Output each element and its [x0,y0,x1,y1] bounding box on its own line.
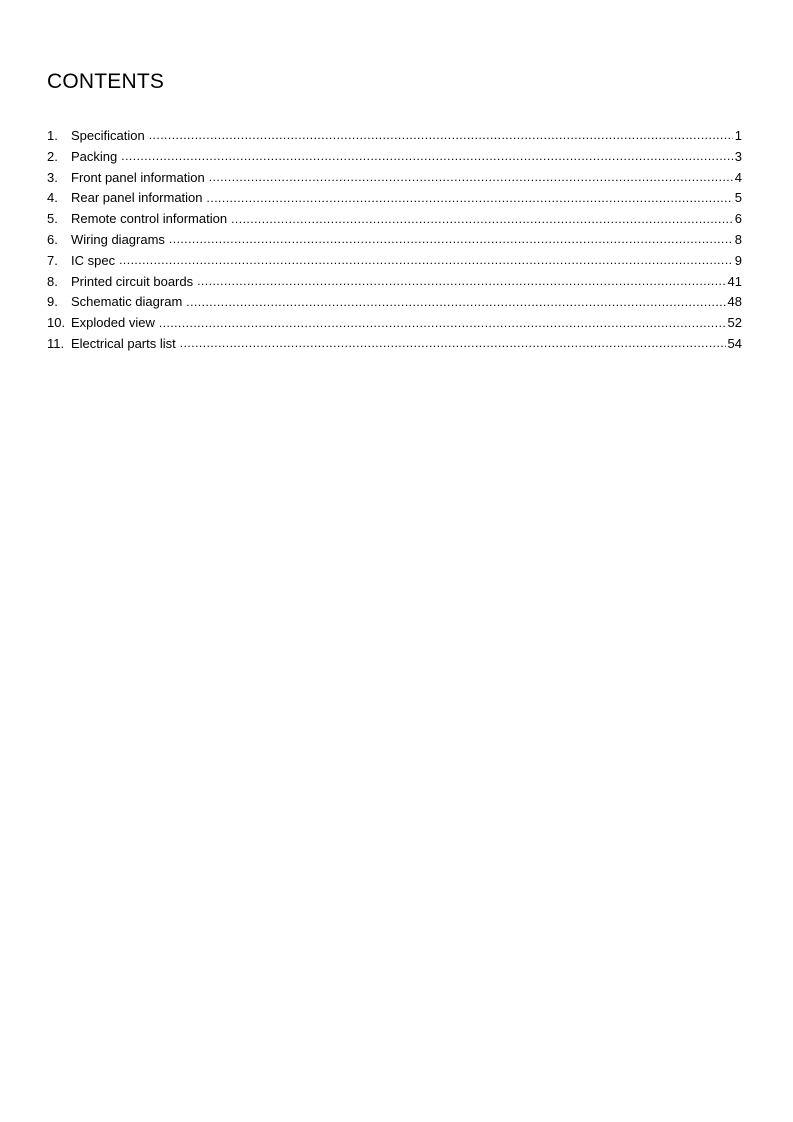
toc-entry-packing[interactable] [47,147,742,168]
toc-entry-electrical-parts-list[interactable] [47,334,742,355]
toc-entry-wiring-diagrams[interactable] [47,230,742,251]
toc-dot-leader [207,192,733,206]
toc-dot-leader [121,150,733,164]
toc-entry-number: 8. [47,273,58,289]
toc-entry-label: Packing [71,148,118,164]
toc-entry-schematic-diagram[interactable] [47,292,742,313]
toc-entry-number: 5. [47,211,58,227]
toc-entry-page: 52 [727,315,742,331]
toc-entry-label: Rear panel information [71,190,203,206]
toc-entry-label: IC spec [71,252,116,268]
toc-entry-label: Remote control information [71,211,228,227]
toc-dot-leader [180,337,726,351]
table-of-contents [47,126,742,355]
toc-entry-specification[interactable] [47,126,742,147]
toc-entry-number: 2. [47,148,58,164]
toc-dot-leader [231,213,733,227]
toc-entry-rear-panel-information[interactable] [47,188,742,209]
toc-entry-remote-control-information[interactable] [47,209,742,230]
toc-dot-leader [209,171,733,185]
toc-entry-page: 48 [727,294,742,310]
toc-entry-number: 6. [47,231,58,247]
toc-entry-number: 9. [47,294,58,310]
toc-entry-page: 5 [734,190,742,206]
toc-entry-number: 1. [47,128,58,143]
toc-entry-page: 6 [734,211,742,227]
toc-dot-leader [169,233,733,247]
toc-entry-number: 4. [47,190,58,206]
toc-entry-page: 3 [734,148,742,164]
toc-entry-number: 11. [47,335,65,351]
toc-entry-number: 7. [47,252,58,268]
toc-entry-label: Wiring diagrams [71,231,165,247]
toc-dot-leader [186,296,725,310]
toc-entry-label: Exploded view [71,315,155,331]
toc-entry-number: 3. [47,169,58,185]
toc-entry-page: 1 [734,128,742,143]
toc-dot-leader [119,254,733,268]
toc-entry-label: Front panel information [71,169,205,185]
toc-dot-leader [159,317,726,331]
toc-entry-label: Schematic diagram [71,294,183,310]
toc-entry-exploded-view[interactable] [47,313,742,334]
toc-entry-number: 10. [47,315,66,331]
toc-entry-ic-spec[interactable] [47,251,742,272]
toc-entry-front-panel-information[interactable] [47,168,742,189]
toc-entry-page: 9 [734,252,742,268]
toc-entry-page: 41 [727,273,742,289]
toc-entry-page: 54 [727,335,742,351]
toc-entry-label: Printed circuit boards [71,273,194,289]
toc-entry-page: 4 [734,169,742,185]
toc-entry-label: Electrical parts list [71,335,176,351]
toc-dot-leader [149,129,733,143]
toc-entry-printed-circuit-boards[interactable] [47,272,742,293]
page-title: CONTENTS [47,70,165,93]
toc-dot-leader [197,275,725,289]
toc-entry-label: Specification [71,128,145,143]
toc-entry-page: 8 [734,231,742,247]
